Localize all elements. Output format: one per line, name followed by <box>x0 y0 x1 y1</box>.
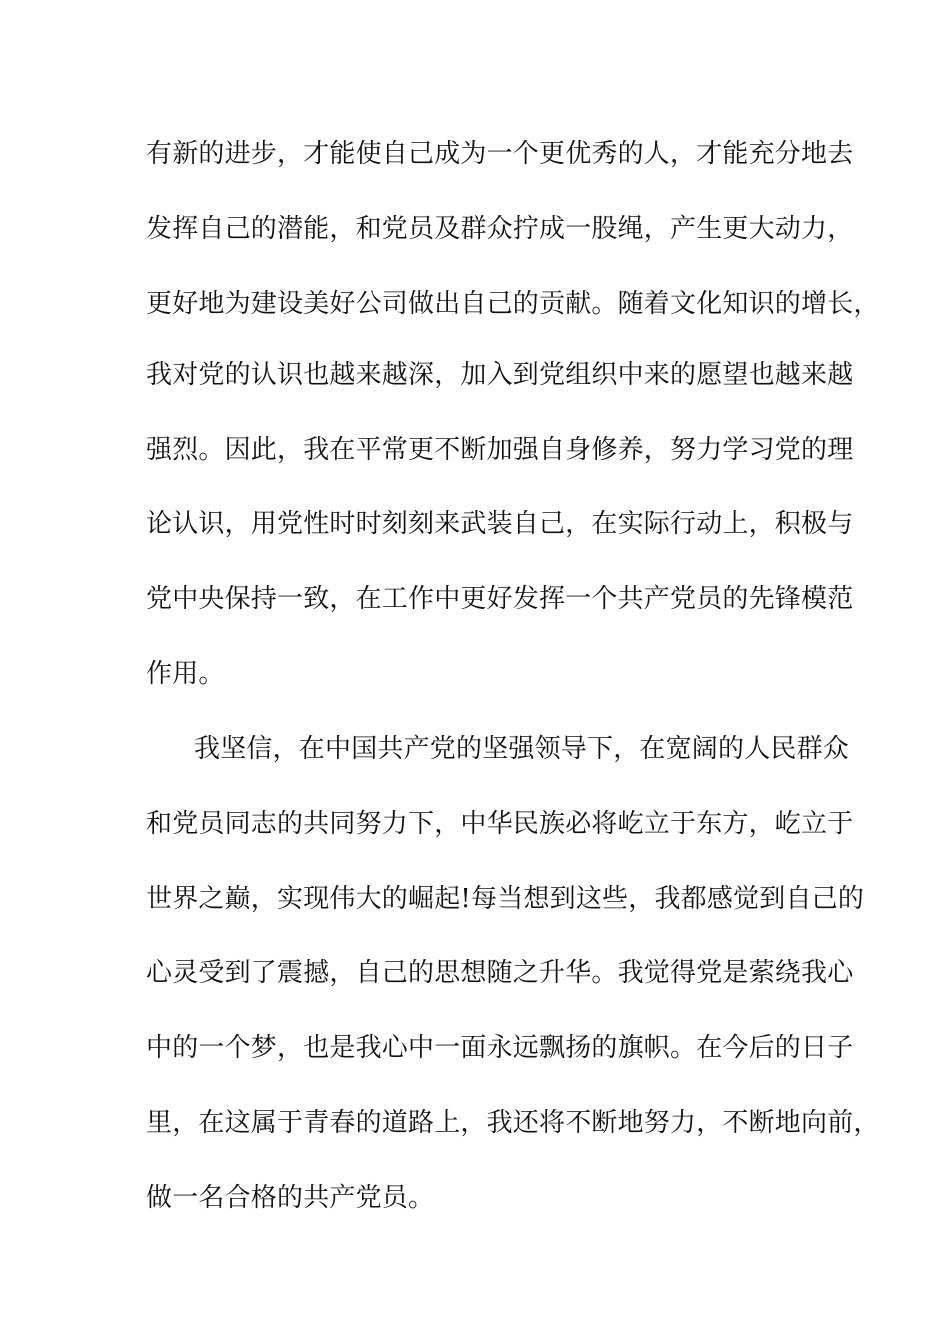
text-line: 发挥自己的潜能，和党员及群众拧成一股绳，产生更大动力， <box>146 214 854 244</box>
text-line: 里，在这属于青春的道路上，我还将不断地努力，不断地向前， <box>146 1108 880 1138</box>
text-line: 有新的进步，才能使自己成为一个更优秀的人，才能充分地去 <box>146 139 854 169</box>
text-line: 作用。 <box>146 659 225 689</box>
text-line: 我坚信，在中国共产党的坚强领导下，在宽阔的人民群众 <box>194 734 850 764</box>
text-line: 论认识，用党性时时刻刻来武装自己，在实际行动上，积极与 <box>146 509 854 539</box>
text-line: 和党员同志的共同努力下，中华民族必将屹立于东方，屹立于 <box>146 809 854 839</box>
text-line: 党中央保持一致，在工作中更好发挥一个共产党员的先锋模范 <box>146 584 854 614</box>
text-line: 做一名合格的共产党员。 <box>146 1183 435 1213</box>
text-line: 中的一个梦，也是我心中一面永远飘扬的旗帜。在今后的日子 <box>146 1033 854 1063</box>
text-line: 更好地为建设美好公司做出自己的贡献。随着文化知识的增长， <box>146 289 880 319</box>
text-line: 强烈。因此，我在平常更不断加强自身修养，努力学习党的理 <box>146 435 854 465</box>
text-line: 心灵受到了震撼，自己的思想随之升华。我觉得党是萦绕我心 <box>146 958 854 988</box>
text-line: 世界之巅，实现伟大的崛起!每当想到这些，我都感觉到自己的 <box>146 884 865 914</box>
text-line: 我对党的认识也越来越深，加入到党组织中来的愿望也越来越 <box>146 360 854 390</box>
